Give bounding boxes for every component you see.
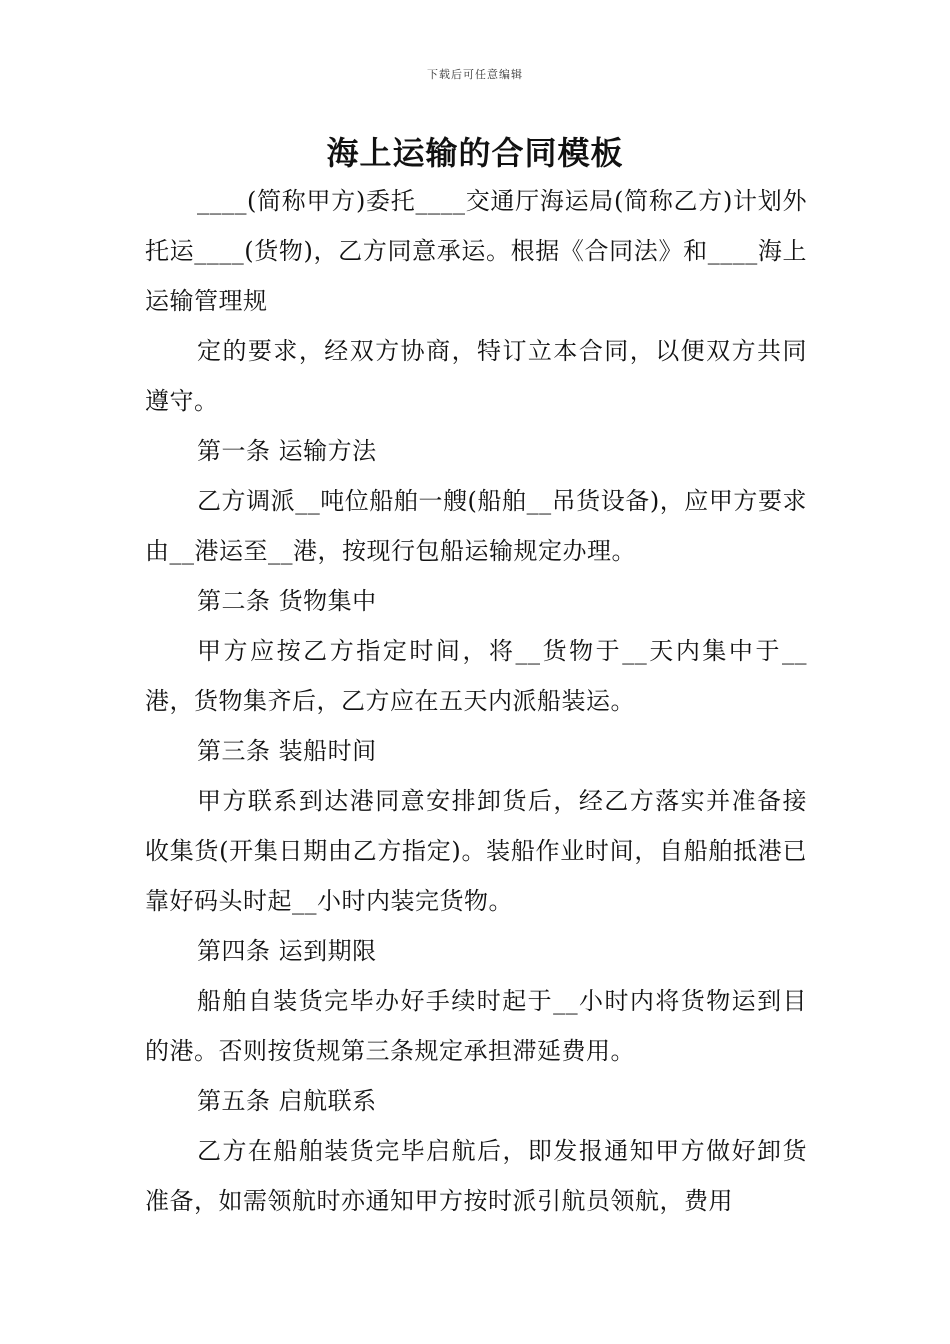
article-5-text: 乙方在船舶装货完毕启航后，即发报通知甲方做好卸货准备，如需领航时亦通知甲方按时派引航员领航，费用 [145,1137,807,1215]
article-1-heading: 第一条 运输方法 [197,437,377,465]
header-note: 下载后可任意编辑 [427,68,523,81]
article-2-heading: 第二条 货物集中 [197,587,377,615]
article-4-text: 船舶自装货完毕办好手续时起于__小时内将货物运到目的港。否则按货规第三条规定承担滞延费用。 [145,987,807,1065]
intro-paragraph-2: 定的要求，经双方协商，特订立本合同，以便双方共同遵守。 [145,337,807,415]
article-1-text: 乙方调派__吨位船舶一艘(船舶__吊货设备)，应甲方要求由__港运至__港，按现行包船运输规定办理。 [145,487,807,565]
article-5-heading: 第五条 启航联系 [197,1087,377,1115]
article-2-text: 甲方应按乙方指定时间，将__货物于__天内集中于__港，货物集齐后，乙方应在五天内派船装运。 [145,637,807,715]
article-3-heading: 第三条 装船时间 [197,737,377,765]
article-3-text: 甲方联系到达港同意安排卸货后，经乙方落实并准备接收集货(开集日期由乙方指定)。装船作业时间，自船舶抵港已靠好码头时起__小时内装完货物。 [145,787,807,915]
contract-body [145,176,807,1226]
document-title: 海上运输的合同模板 [326,134,624,172]
article-4-heading: 第四条 运到期限 [197,937,377,965]
intro-paragraph-1: ____(简称甲方)委托____交通厅海运局(简称乙方)计划外托运____(货物)，乙方同意承运。根据《合同法》和____海上运输管理规 [145,187,807,315]
